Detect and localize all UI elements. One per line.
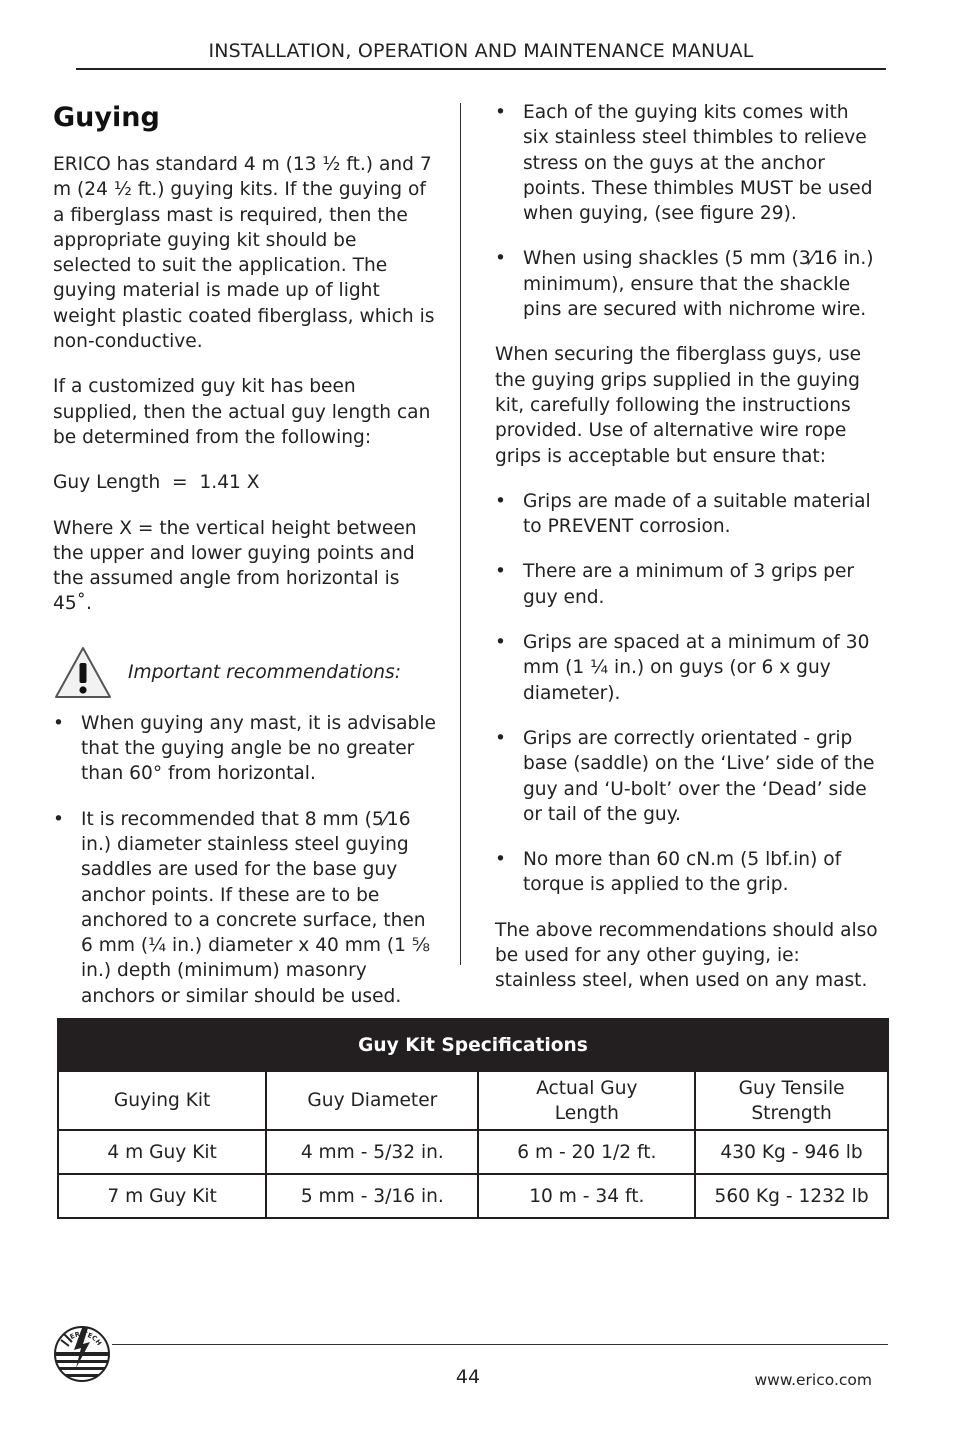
guy-length-formula: Guy Length = 1.41 X: [53, 472, 260, 494]
grips-paragraph: When securing the fiberglass guys, use the guying grips supplied in the guying kit, carefully following the instructions provided. Use of alternative wire rope grips is acceptable but ensure that:: [495, 344, 862, 467]
list-item-text: There are a minimum of 3 grips per guy end.: [523, 561, 855, 608]
table-row: [58, 1174, 888, 1218]
warning-triangle-icon: [53, 645, 113, 701]
bullet-icon: •: [495, 561, 506, 583]
bullet-icon: •: [53, 712, 64, 734]
table-cell: 430 Kg - 946 lb: [695, 1130, 888, 1174]
custom-kit-paragraph: If a customized guy kit has been supplied, then the actual guy length can be determined from the following:: [53, 376, 431, 448]
list-item-text: Grips are made of a suitable material to PREVENT corrosion.: [523, 490, 871, 538]
list-item-text: Each of the guying kits comes with six stainless steel thimbles to relieve stress on the guys at the anchor points. These thimbles MUST be used when guying, (see figure 29).: [523, 102, 873, 225]
column-header: Actual Guy Length: [478, 1071, 695, 1130]
list-item: [53, 807, 438, 1009]
header-rule: [76, 68, 886, 70]
list-item: [495, 100, 880, 226]
warning-label: Important recommendations:: [128, 662, 401, 684]
left-bullet-list: [53, 711, 438, 1009]
guy-kit-spec-table: [57, 1018, 889, 1219]
left-column: [53, 100, 438, 1029]
list-item-text: No more than 60 cN.m (5 lbf.in) of torque is applied to the grip.: [523, 849, 842, 896]
column-header: Guy Tensile Strength: [695, 1071, 888, 1130]
svg-text:ERITECH: ERITECH: [68, 1329, 104, 1347]
manual-header-title: INSTALLATION, OPERATION AND MAINTENANCE MANUAL: [208, 40, 754, 62]
list-item: [495, 246, 880, 322]
section-heading: Guying: [53, 102, 160, 133]
page-number: 44: [455, 1366, 481, 1388]
list-item-text: Grips are correctly orientated - grip base (saddle) on the ‘Live’ side of the guy and ‘U-bolt’ over the ‘Dead’ side or tail of the guy.: [523, 727, 875, 825]
table-cell: 10 m - 34 ft.: [478, 1174, 695, 1218]
bullet-icon: •: [53, 808, 64, 830]
bullet-icon: •: [495, 102, 506, 123]
table-title: Guy Kit Specifications: [58, 1019, 888, 1071]
list-item-text: Grips are spaced at a minimum of 30 mm (1 ¼ in.) on guys (or 6 x guy diameter).: [523, 632, 870, 704]
list-item: [495, 847, 880, 898]
intro-paragraph: ERICO has standard 4 m (13 ½ ft.) and 7 m (24 ½ ft.) guying kits. If the guying of a fiberglass mast is required, then the appropriate guying kit should be selected to suit the application. The guying material is made up of light weight plastic coated fiberglass, which is non-conductive.: [53, 154, 435, 353]
warning-callout: [53, 645, 438, 701]
bullet-icon: •: [495, 248, 506, 270]
bullet-icon: •: [495, 632, 506, 654]
list-item: [495, 559, 880, 610]
right-column: [495, 100, 880, 1014]
table-cell: 5 mm - 3/16 in.: [266, 1174, 478, 1218]
column-header: Guy Diameter: [266, 1071, 478, 1130]
right-bullet-list-top: [495, 100, 880, 322]
list-item-text: It is recommended that 8 mm (5⁄16 in.) diameter stainless steel guying saddles are used for the base guy anchor points. If these are to be anchored to a concrete surface, then 6 mm (¼ in.) diameter x 40 mm (1 ⅝ in.) depth (minimum) masonry anchors or similar should be used.: [81, 808, 430, 1007]
footer-rule: [112, 1344, 888, 1345]
right-bullet-list-bottom: [495, 489, 880, 898]
closing-paragraph: The above recommendations should also be used for any other guying, ie: stainless steel, when used on any mast.: [495, 919, 878, 992]
column-header: Guying Kit: [58, 1071, 266, 1130]
list-item: [495, 726, 880, 827]
table-header-row: [58, 1071, 888, 1130]
table-cell: 560 Kg - 1232 lb: [695, 1174, 888, 1218]
bullet-icon: •: [495, 490, 506, 512]
bullet-icon: •: [495, 849, 506, 871]
list-item-text: When using shackles (5 mm (3⁄16 in.) minimum), ensure that the shackle pins are secured with nichrome wire.: [523, 248, 874, 321]
bullet-icon: •: [495, 727, 506, 749]
table-cell: 4 mm - 5/32 in.: [266, 1130, 478, 1174]
table-cell: 7 m Guy Kit: [58, 1174, 266, 1218]
list-item: [53, 711, 438, 787]
list-item: [495, 489, 880, 540]
table-cell: 6 m - 20 1/2 ft.: [478, 1130, 695, 1174]
column-divider: [460, 103, 461, 965]
erico-logo-icon: [52, 1322, 112, 1386]
website-link[interactable]: www.erico.com: [754, 1371, 872, 1389]
table-row: [58, 1130, 888, 1174]
table-cell: 4 m Guy Kit: [58, 1130, 266, 1174]
list-item-text: When guying any mast, it is advisable that the guying angle be no greater than 60° from horizontal.: [81, 712, 436, 785]
list-item: [495, 630, 880, 706]
formula-explanation: Where X = the vertical height between the upper and lower guying points and the assumed angle from horizontal is 45˚.: [53, 517, 417, 615]
